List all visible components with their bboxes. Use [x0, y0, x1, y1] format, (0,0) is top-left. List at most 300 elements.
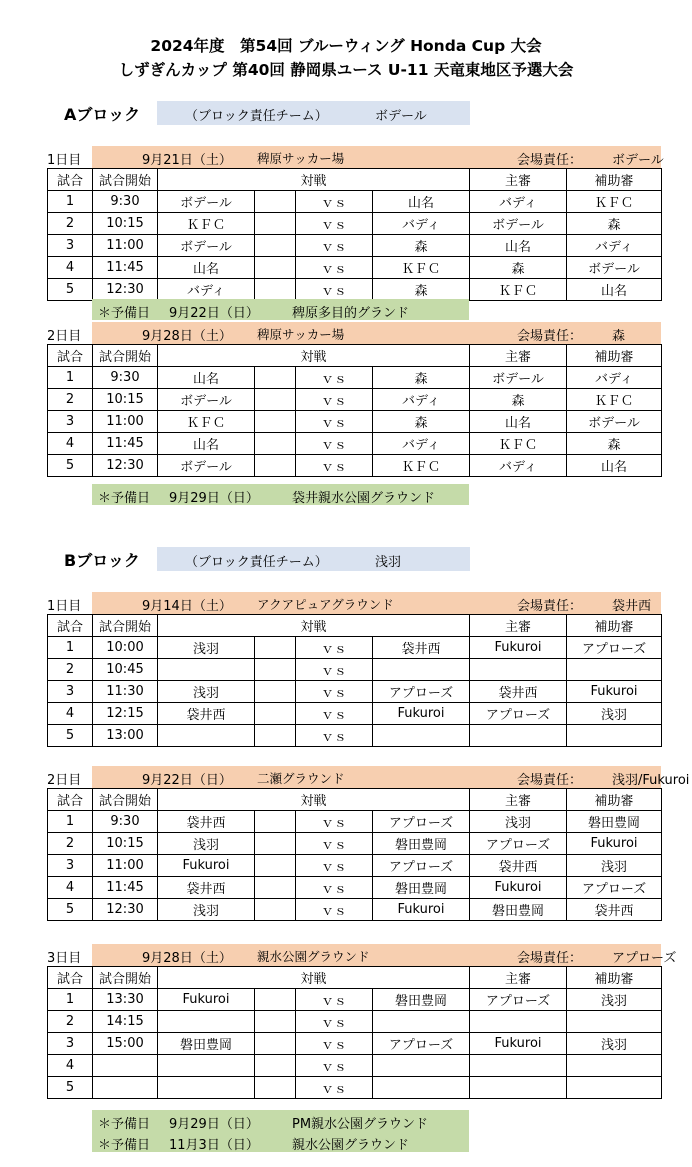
spacer-cell	[255, 855, 296, 877]
vs-label: ｖｓ	[296, 989, 373, 1011]
spacer-cell	[255, 703, 296, 725]
table-row	[48, 1011, 662, 1033]
table-header-row	[48, 967, 662, 989]
away-team	[373, 659, 470, 681]
away-team: アプローズ	[373, 681, 470, 703]
assistant-referee: バディ	[567, 235, 662, 257]
start-time: 10:15	[93, 833, 158, 855]
referee	[470, 659, 567, 681]
day-header-bar	[92, 944, 677, 966]
match-no: 2	[48, 1011, 93, 1033]
referee: アプローズ	[470, 989, 567, 1011]
start-time: 11:30	[93, 681, 158, 703]
venue-manager-label: 会場責任：	[517, 153, 583, 168]
title-line-1: 2024年度 第54回 ブルーウィング Honda Cup 大会	[150, 37, 542, 55]
table-row	[48, 877, 662, 899]
table-row	[48, 811, 662, 833]
reserve-venue: PM親水公園グラウンド	[292, 1117, 429, 1132]
match-no: 5	[48, 455, 93, 477]
table-header-row	[48, 345, 662, 367]
day-venue: アクアピュアグラウンド	[257, 597, 394, 612]
day-venue: 親水公園グラウンド	[257, 949, 370, 964]
vs-label: ｖｓ	[296, 811, 373, 833]
referee	[470, 1011, 567, 1033]
block-responsible-label: （ブロック責任チーム）	[185, 109, 328, 124]
home-team: 浅羽	[158, 681, 255, 703]
referee: バディ	[470, 455, 567, 477]
header-match-no: 試合	[48, 615, 93, 637]
assistant-referee	[567, 1011, 662, 1033]
match-no: 4	[48, 433, 93, 455]
home-team: 浅羽	[158, 899, 255, 921]
away-team	[373, 725, 470, 747]
day-header	[47, 146, 664, 168]
day-section	[47, 766, 690, 921]
reserve-day-line	[92, 1131, 469, 1152]
start-time: 10:15	[93, 213, 158, 235]
referee: Fukuroi	[470, 1033, 567, 1055]
vs-label: ｖｓ	[296, 279, 373, 301]
spacer-cell	[255, 1055, 296, 1077]
match-no: 2	[48, 213, 93, 235]
home-team: ボデール	[158, 389, 255, 411]
match-no: 4	[48, 257, 93, 279]
table-row	[48, 855, 662, 877]
reserve-label: ＊予備日	[98, 491, 151, 506]
match-no: 5	[48, 899, 93, 921]
reserve-day-line	[92, 1110, 469, 1131]
spacer-cell	[255, 367, 296, 389]
reserve-venue: 稗原多目的グランド	[292, 306, 410, 321]
assistant-referee: バディ	[567, 367, 662, 389]
reserve-date: 11月3日（日）	[169, 1138, 259, 1153]
away-team: ＫＦＣ	[373, 455, 470, 477]
block-responsible-team: ボデール	[375, 109, 427, 124]
assistant-referee	[567, 725, 662, 747]
home-team: 山名	[158, 367, 255, 389]
assistant-referee: ボデール	[567, 257, 662, 279]
table-row	[48, 367, 662, 389]
start-time: 13:30	[93, 989, 158, 1011]
header-referee: 主審	[470, 789, 567, 811]
day-header	[47, 322, 661, 344]
table-row	[48, 681, 662, 703]
match-no: 1	[48, 989, 93, 1011]
away-team: 磐田豊岡	[373, 989, 470, 1011]
start-time: 9:30	[93, 367, 158, 389]
assistant-referee: 山名	[567, 279, 662, 301]
venue-manager-label: 会場責任：	[517, 951, 583, 966]
referee	[470, 725, 567, 747]
vs-label: ｖｓ	[296, 367, 373, 389]
assistant-referee: Fukuroi	[567, 681, 662, 703]
block-responsible-box	[157, 547, 470, 571]
table-row	[48, 433, 662, 455]
table-row	[48, 833, 662, 855]
referee: 山名	[470, 411, 567, 433]
referee: 磐田豊岡	[470, 899, 567, 921]
home-team: 袋井西	[158, 877, 255, 899]
reserve-label: ＊予備日	[98, 1117, 151, 1132]
away-team: 磐田豊岡	[373, 833, 470, 855]
table-header-row	[48, 789, 662, 811]
home-team	[158, 1055, 255, 1077]
away-team: ＫＦＣ	[373, 257, 470, 279]
match-no: 1	[48, 637, 93, 659]
day-header-bar	[92, 146, 664, 168]
reserve-day-box	[92, 299, 469, 320]
away-team: 磐田豊岡	[373, 877, 470, 899]
day-section	[47, 146, 664, 301]
assistant-referee: アプローズ	[567, 877, 662, 899]
venue-manager: 森	[612, 329, 626, 344]
match-no: 3	[48, 411, 93, 433]
home-team: ＫＦＣ	[158, 411, 255, 433]
away-team: Fukuroi	[373, 899, 470, 921]
spacer-cell	[255, 637, 296, 659]
assistant-referee	[567, 1077, 662, 1099]
assistant-referee: 浅羽	[567, 1033, 662, 1055]
assistant-referee: 森	[567, 433, 662, 455]
start-time: 11:00	[93, 235, 158, 257]
referee: バディ	[470, 191, 567, 213]
day-header	[47, 944, 677, 966]
day-label: 1日目	[47, 153, 82, 168]
home-team: Fukuroi	[158, 855, 255, 877]
home-team	[158, 725, 255, 747]
home-team: 浅羽	[158, 833, 255, 855]
table-row	[48, 989, 662, 1011]
vs-label: ｖｓ	[296, 899, 373, 921]
assistant-referee: 袋井西	[567, 899, 662, 921]
home-team: 浅羽	[158, 637, 255, 659]
table-row	[48, 279, 662, 301]
vs-label: ｖｓ	[296, 681, 373, 703]
spacer-cell	[255, 989, 296, 1011]
spacer-cell	[255, 681, 296, 703]
match-table	[47, 614, 662, 747]
vs-label: ｖｓ	[296, 855, 373, 877]
spacer-cell	[255, 213, 296, 235]
day-header	[47, 766, 690, 788]
header-matchup: 対戦	[158, 169, 470, 191]
day-date: 9月22日（日）	[142, 773, 232, 788]
start-time: 9:30	[93, 191, 158, 213]
away-team: バディ	[373, 389, 470, 411]
header-matchup: 対戦	[158, 789, 470, 811]
away-team: Fukuroi	[373, 703, 470, 725]
day-section	[47, 592, 661, 747]
header-matchup: 対戦	[158, 345, 470, 367]
referee: Fukuroi	[470, 877, 567, 899]
block-name: Aブロック	[64, 105, 141, 124]
table-row	[48, 1077, 662, 1099]
vs-label: ｖｓ	[296, 703, 373, 725]
start-time: 11:00	[93, 411, 158, 433]
table-row	[48, 899, 662, 921]
away-team: 森	[373, 367, 470, 389]
referee: ＫＦＣ	[470, 433, 567, 455]
table-row	[48, 213, 662, 235]
away-team	[373, 1077, 470, 1099]
assistant-referee: Fukuroi	[567, 833, 662, 855]
match-no: 4	[48, 703, 93, 725]
table-row	[48, 257, 662, 279]
spacer-cell	[255, 899, 296, 921]
start-time: 11:00	[93, 855, 158, 877]
venue-manager: 浅羽/Fukuroi	[612, 773, 690, 788]
vs-label: ｖｓ	[296, 389, 373, 411]
spacer-cell	[255, 279, 296, 301]
assistant-referee: 森	[567, 213, 662, 235]
header-matchup: 対戦	[158, 967, 470, 989]
reserve-day-box	[92, 484, 469, 505]
block-responsible-box	[157, 101, 470, 125]
reserve-date: 9月29日（日）	[169, 491, 259, 506]
assistant-referee: アプローズ	[567, 637, 662, 659]
header-referee: 主審	[470, 967, 567, 989]
home-team: 袋井西	[158, 811, 255, 833]
header-referee: 主審	[470, 345, 567, 367]
reserve-date: 9月22日（日）	[169, 306, 259, 321]
away-team: 森	[373, 279, 470, 301]
away-team: アプローズ	[373, 811, 470, 833]
home-team: ボデール	[158, 455, 255, 477]
assistant-referee: 浅羽	[567, 703, 662, 725]
home-team: 山名	[158, 257, 255, 279]
referee: ボデール	[470, 367, 567, 389]
day-header-bar	[92, 322, 661, 344]
day-date: 9月28日（土）	[142, 951, 232, 966]
assistant-referee: 浅羽	[567, 855, 662, 877]
assistant-referee: ＫＦＣ	[567, 191, 662, 213]
table-row	[48, 703, 662, 725]
start-time: 11:45	[93, 433, 158, 455]
day-header	[47, 592, 661, 614]
day-date: 9月14日（土）	[142, 599, 232, 614]
day-label: 2日目	[47, 329, 82, 344]
spacer-cell	[255, 833, 296, 855]
match-no: 3	[48, 1033, 93, 1055]
spacer-cell	[255, 811, 296, 833]
match-no: 1	[48, 811, 93, 833]
match-no: 3	[48, 681, 93, 703]
header-start-time: 試合開始	[93, 615, 158, 637]
spacer-cell	[255, 659, 296, 681]
assistant-referee: ＫＦＣ	[567, 389, 662, 411]
spacer-cell	[255, 257, 296, 279]
spacer-cell	[255, 191, 296, 213]
away-team: 森	[373, 235, 470, 257]
match-table	[47, 168, 662, 301]
reserve-venue: 袋井親水公園グラウンド	[292, 491, 436, 506]
table-row	[48, 1055, 662, 1077]
header-matchup: 対戦	[158, 615, 470, 637]
spacer-cell	[255, 235, 296, 257]
day-date: 9月28日（土）	[142, 329, 232, 344]
away-team	[373, 1055, 470, 1077]
match-no: 2	[48, 659, 93, 681]
header-start-time: 試合開始	[93, 169, 158, 191]
vs-label: ｖｓ	[296, 411, 373, 433]
header-assistant: 補助審	[567, 615, 662, 637]
vs-label: ｖｓ	[296, 1033, 373, 1055]
start-time: 10:00	[93, 637, 158, 659]
table-row	[48, 411, 662, 433]
referee: ＫＦＣ	[470, 279, 567, 301]
table-row	[48, 637, 662, 659]
table-row	[48, 191, 662, 213]
day-header-bar	[92, 592, 661, 614]
venue-manager-label: 会場責任：	[517, 773, 583, 788]
block-responsible-team: 浅羽	[375, 555, 402, 570]
away-team: 森	[373, 411, 470, 433]
venue-manager-label: 会場責任：	[517, 599, 583, 614]
header-start-time: 試合開始	[93, 789, 158, 811]
header-match-no: 試合	[48, 345, 93, 367]
referee: ボデール	[470, 213, 567, 235]
day-label: 1日目	[47, 599, 82, 614]
start-time: 12:15	[93, 703, 158, 725]
assistant-referee	[567, 1055, 662, 1077]
home-team: Fukuroi	[158, 989, 255, 1011]
spacer-cell	[255, 725, 296, 747]
home-team: 山名	[158, 433, 255, 455]
start-time: 12:30	[93, 899, 158, 921]
spacer-cell	[255, 455, 296, 477]
referee: アプローズ	[470, 833, 567, 855]
match-table	[47, 966, 662, 1099]
header-referee: 主審	[470, 615, 567, 637]
reserve-label: ＊予備日	[98, 1138, 151, 1153]
table-header-row	[48, 615, 662, 637]
match-table	[47, 344, 662, 477]
start-time: 13:00	[93, 725, 158, 747]
match-no: 4	[48, 877, 93, 899]
away-team	[373, 1011, 470, 1033]
start-time: 12:30	[93, 455, 158, 477]
spacer-cell	[255, 433, 296, 455]
day-venue: 稗原サッカー場	[257, 151, 345, 166]
match-no: 3	[48, 235, 93, 257]
referee: アプローズ	[470, 703, 567, 725]
vs-label: ｖｓ	[296, 1077, 373, 1099]
venue-manager-label: 会場責任：	[517, 329, 583, 344]
vs-label: ｖｓ	[296, 833, 373, 855]
table-header-row	[48, 169, 662, 191]
spacer-cell	[255, 411, 296, 433]
vs-label: ｖｓ	[296, 637, 373, 659]
start-time: 9:30	[93, 811, 158, 833]
venue-manager: アプローズ	[612, 951, 677, 966]
home-team: 磐田豊岡	[158, 1033, 255, 1055]
block-responsible-label: （ブロック責任チーム）	[185, 555, 328, 570]
match-no: 5	[48, 279, 93, 301]
header-assistant: 補助審	[567, 967, 662, 989]
assistant-referee: ボデール	[567, 411, 662, 433]
spacer-cell	[255, 877, 296, 899]
venue-manager: 袋井西	[612, 599, 652, 614]
match-no: 4	[48, 1055, 93, 1077]
match-table	[47, 788, 662, 921]
title-line-2: しずぎんカップ 第40回 静岡県ユース U-11 天竜東地区予選大会	[118, 61, 574, 79]
reserve-label: ＊予備日	[98, 306, 151, 321]
vs-label: ｖｓ	[296, 433, 373, 455]
home-team: ボデール	[158, 191, 255, 213]
start-time: 11:45	[93, 257, 158, 279]
spacer-cell	[255, 389, 296, 411]
vs-label: ｖｓ	[296, 213, 373, 235]
vs-label: ｖｓ	[296, 1055, 373, 1077]
table-row	[48, 389, 662, 411]
home-team: ボデール	[158, 235, 255, 257]
start-time: 10:45	[93, 659, 158, 681]
away-team: 山名	[373, 191, 470, 213]
vs-label: ｖｓ	[296, 1011, 373, 1033]
day-header-bar	[92, 766, 690, 788]
away-team: アプローズ	[373, 1033, 470, 1055]
home-team	[158, 659, 255, 681]
start-time: 15:00	[93, 1033, 158, 1055]
day-venue: 二瀬グラウンド	[257, 771, 345, 786]
assistant-referee: 浅羽	[567, 989, 662, 1011]
table-row	[48, 659, 662, 681]
table-row	[48, 725, 662, 747]
day-section	[47, 322, 661, 477]
start-time: 12:30	[93, 279, 158, 301]
assistant-referee: 山名	[567, 455, 662, 477]
vs-label: ｖｓ	[296, 191, 373, 213]
header-assistant: 補助審	[567, 789, 662, 811]
table-row	[48, 455, 662, 477]
away-team: バディ	[373, 213, 470, 235]
day-section	[47, 944, 677, 1099]
header-start-time: 試合開始	[93, 345, 158, 367]
start-time: 10:15	[93, 389, 158, 411]
assistant-referee	[567, 659, 662, 681]
table-row	[48, 1033, 662, 1055]
vs-label: ｖｓ	[296, 659, 373, 681]
day-venue: 稗原サッカー場	[257, 327, 345, 342]
match-no: 2	[48, 389, 93, 411]
away-team: アプローズ	[373, 855, 470, 877]
day-label: 3日目	[47, 951, 82, 966]
referee: 袋井西	[470, 855, 567, 877]
start-time: 11:45	[93, 877, 158, 899]
vs-label: ｖｓ	[296, 257, 373, 279]
referee: 森	[470, 257, 567, 279]
header-match-no: 試合	[48, 789, 93, 811]
header-match-no: 試合	[48, 967, 93, 989]
start-time: 14:15	[93, 1011, 158, 1033]
day-date: 9月21日（土）	[142, 153, 232, 168]
reserve-day-box	[92, 1110, 469, 1152]
home-team	[158, 1077, 255, 1099]
home-team: 袋井西	[158, 703, 255, 725]
away-team: 袋井西	[373, 637, 470, 659]
away-team: バディ	[373, 433, 470, 455]
header-match-no: 試合	[48, 169, 93, 191]
referee: 袋井西	[470, 681, 567, 703]
reserve-day-line	[92, 484, 469, 505]
vs-label: ｖｓ	[296, 455, 373, 477]
home-team: ＫＦＣ	[158, 213, 255, 235]
venue-manager: ボデール	[612, 153, 664, 168]
referee: 森	[470, 389, 567, 411]
day-label: 2日目	[47, 773, 82, 788]
vs-label: ｖｓ	[296, 235, 373, 257]
referee	[470, 1077, 567, 1099]
